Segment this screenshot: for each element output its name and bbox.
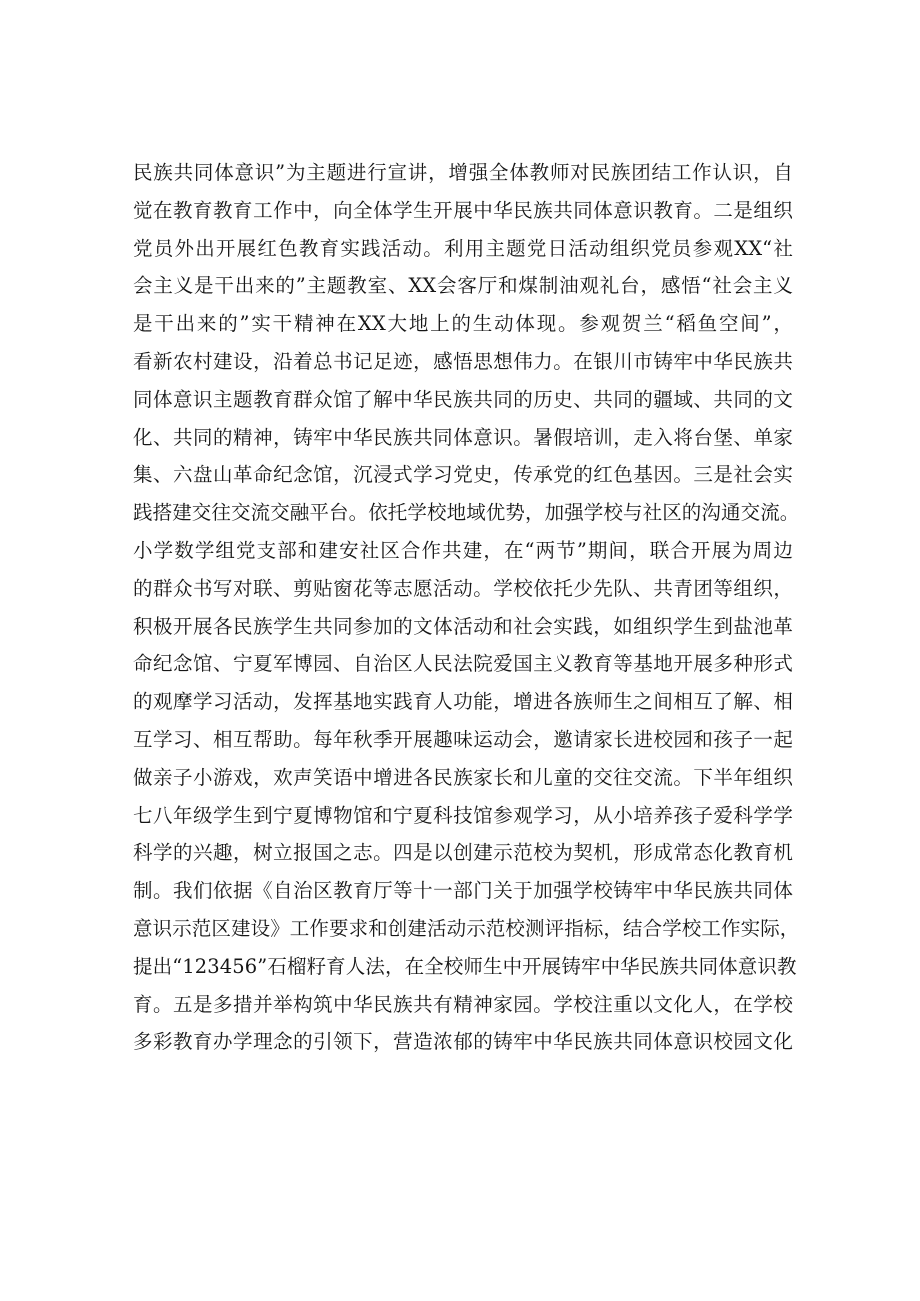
body-text xyxy=(133,154,800,1061)
text-line: 小学数学组党支部和建安社区合作共建，在“两节”期间，联合开展为周边 xyxy=(133,538,793,562)
text-line: 党员外出开展红色教育实践活动。利用主题党日活动组织党员参观XX“社 xyxy=(133,236,793,260)
text-line: 命纪念馆、宁夏军博园、自治区人民法院爱国主义教育等基地开展多种形式 xyxy=(133,652,793,676)
text-line: 提出“123456”石榴籽育人法，在全校师生中开展铸牢中华民族共同体意识教 xyxy=(133,954,797,978)
text-line: 看新农村建设，沿着总书记足迹，感悟思想伟力。在银川市铸牢中华民族共 xyxy=(133,349,793,373)
text-line: 意识示范区建设》工作要求和创建活动示范校测评指标，结合学校工作实际， xyxy=(133,916,800,940)
text-line: 积极开展各民族学生共同参加的文体活动和社会实践，如组织学生到盐池革 xyxy=(133,614,793,638)
text-line: 育。五是多措并举构筑中华民族共有精神家园。学校注重以文化人，在学校 xyxy=(133,992,793,1016)
text-line: 多彩教育办学理念的引领下，营造浓郁的铸牢中华民族共同体意识校园文化 xyxy=(133,1030,793,1054)
text-line: 互学习、相互帮助。每年秋季开展趣味运动会，邀请家长进校园和孩子一起 xyxy=(133,727,793,751)
text-line: 的群众书写对联、剪贴窗花等志愿活动。学校依托少先队、共青团等组织， xyxy=(133,576,793,600)
text-line: 集、六盘山革命纪念馆，沉浸式学习党史，传承党的红色基因。三是社会实 xyxy=(133,463,793,487)
text-line: 的观摩学习活动，发挥基地实践育人功能，增进各族师生之间相互了解、相 xyxy=(133,690,793,714)
text-line: 制。我们依据《自治区教育厅等十一部门关于加强学校铸牢中华民族共同体 xyxy=(133,879,793,903)
text-line: 践搭建交往交流交融平台。依托学校地域优势，加强学校与社区的沟通交流。 xyxy=(133,501,800,525)
text-line: 会主义是干出来的”主题教室、XX会客厅和煤制油观礼台，感悟“社会主义 xyxy=(133,274,793,298)
text-line: 民族共同体意识”为主题进行宣讲，增强全体教师对民族团结工作认识，自 xyxy=(133,161,793,184)
text-line: 七八年级学生到宁夏博物馆和宁夏科技馆参观学习，从小培养孩子爱科学学 xyxy=(133,803,793,827)
text-line: 化、共同的精神，铸牢中华民族共同体意识。暑假培训，走入将台堡、单家 xyxy=(133,425,793,449)
text-line: 做亲子小游戏，欢声笑语中增进各民族家长和儿童的交往交流。下半年组织 xyxy=(133,765,793,789)
text-line: 是干出来的”实干精神在XX大地上的生动体现。参观贺兰“稻鱼空间”， xyxy=(133,312,793,336)
text-line: 科学的兴趣，树立报国之志。四是以创建示范校为契机，形成常态化教育机 xyxy=(133,841,793,865)
text-line: 同体意识主题教育群众馆了解中华民族共同的历史、共同的疆域、共同的文 xyxy=(133,387,793,411)
text-line: 觉在教育教育工作中，向全体学生开展中华民族共同体意识教育。二是组织 xyxy=(133,198,793,222)
